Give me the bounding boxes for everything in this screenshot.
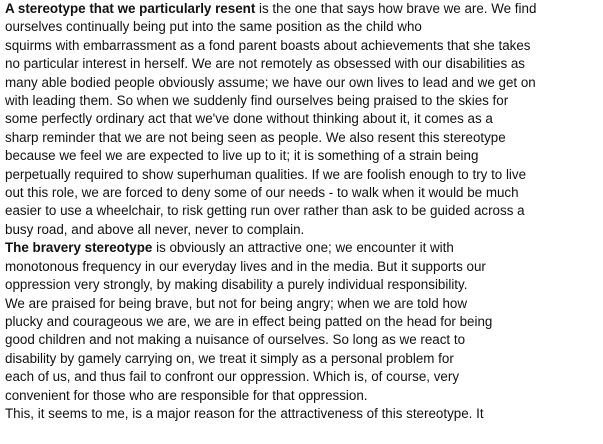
line-text: each of us, and thus fail to confront our oppression. Which is, of course, very [5, 369, 460, 385]
bold-phrase: A stereotype that we particularly resent [5, 1, 256, 16]
line-text: no particular interest in herself. We are not remotely as obsessed with our disabilities as [5, 56, 526, 72]
text-line [5, 368, 603, 386]
text-line [5, 221, 603, 239]
bold-phrase: The bravery stereotype [5, 240, 153, 256]
text-line [5, 387, 603, 405]
text-line [5, 0, 603, 18]
line-text: monotonous frequency in our everyday lives and in the media. But it supports our [5, 258, 486, 274]
line-text: with leading them. So when we suddenly find ourselves being praised to the skies for [5, 93, 509, 109]
line-text: good children and not making a nuisance of ourselves. So long as we react to [5, 332, 466, 348]
text-line [5, 74, 603, 92]
text-line [5, 405, 603, 423]
text-line [5, 202, 603, 220]
text-line [5, 37, 603, 55]
line-text: many able bodied people obviously assume; we have our own lives to lead and we get on [5, 74, 536, 90]
text-line [5, 239, 603, 257]
line-text: plucky and courageous we are, we are in effect being patted on the head for being [5, 313, 493, 329]
text-line [5, 110, 603, 128]
line-text: easier to use a wheelchair, to risk getting run over rather than ask to be guided across a [5, 203, 525, 219]
line-text: is obviously an attractive one; we encounter it with [152, 240, 454, 256]
line-text: because we feel we are expected to live up to it; it is something of a strain being [5, 148, 479, 164]
line-text: oppression very strongly, by making disability a purely individual responsibility. [5, 277, 468, 293]
text-line [5, 92, 603, 110]
text-line [5, 166, 603, 184]
line-text: out this role, we are forced to deny some of our needs - to walk when it would be much [5, 185, 519, 201]
line-text: disability by gamely carrying on, we treat it simply as a personal problem for [5, 350, 454, 366]
line-text: is the one that says how brave we are. We find [255, 1, 537, 16]
text-line [5, 258, 603, 276]
text-line [5, 18, 603, 36]
line-text: We are praised for being brave, but not for being angry; when we are told how [5, 295, 468, 311]
text-line [5, 129, 603, 147]
line-text: sharp reminder that we are not being seen as people. We also resent this stereotype [5, 129, 506, 145]
text-line [5, 184, 603, 202]
line-text: convenient for those who are responsible for that oppression. [5, 387, 368, 403]
text-line [5, 313, 603, 331]
line-text: perpetually required to show superhuman qualities. If we are foolish enough to try to live [5, 166, 527, 182]
text-line [5, 55, 603, 73]
text-line [5, 147, 603, 165]
text-line [5, 331, 603, 349]
line-text: ourselves continually being put into the same position as the child who [5, 19, 422, 35]
line-text: squirms with embarrassment as a fond parent boasts about achievements that she takes [5, 37, 531, 53]
text-line [5, 350, 603, 368]
line-text: busy road, and above all never, never to complain. [5, 221, 305, 237]
text-line [5, 276, 603, 294]
line-text: This, it seems to me, is a major reason for the attractiveness of this stereotype. It [5, 405, 484, 421]
text-line [5, 295, 603, 313]
line-text: some perfectly ordinary act that we've done without thinking about it, it comes as a [5, 111, 493, 127]
